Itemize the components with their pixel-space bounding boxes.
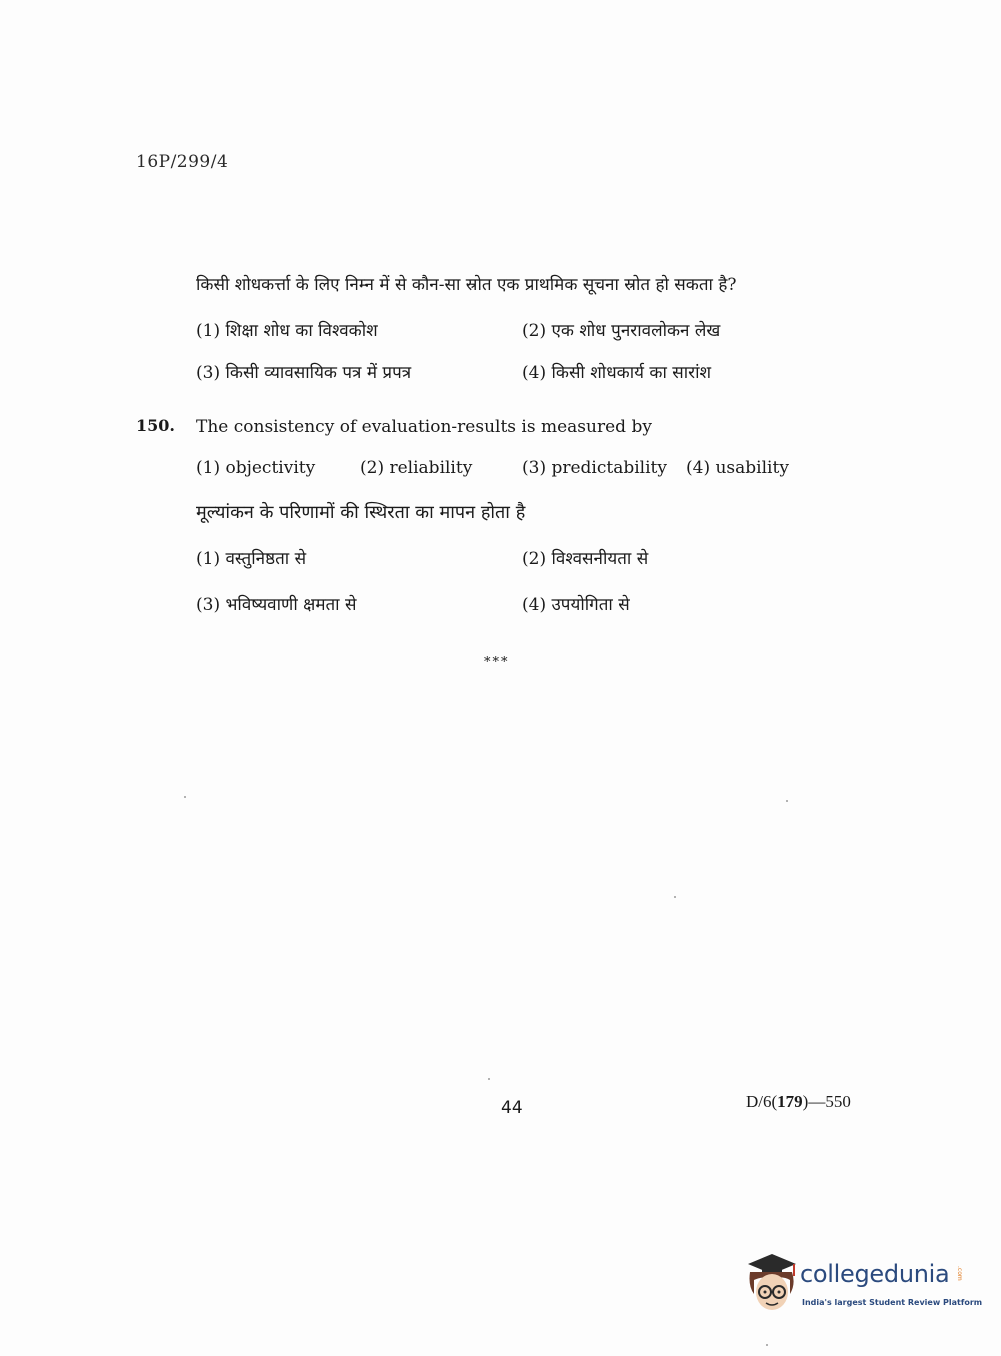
- q150-en-option-4: (4) usability: [686, 458, 789, 478]
- question-150-number: 150.: [136, 416, 175, 435]
- q150-en-option-3: (3) predictability: [522, 458, 667, 478]
- brand-tld: .com: [956, 1266, 963, 1281]
- scan-speck: [786, 800, 788, 802]
- q150-hi-option-4: (4) उपयोगिता से: [522, 595, 630, 615]
- page-number: 44: [501, 1098, 523, 1118]
- q150-hi-option-1: (1) वस्तुनिष्ठता से: [196, 549, 307, 569]
- scan-speck: [766, 1344, 768, 1346]
- q150-hi-option-3: (3) भविष्यवाणी क्षमता से: [196, 595, 357, 615]
- q150-hi-option-2: (2) विश्वसनीयता से: [522, 549, 649, 569]
- q150-en-option-2: (2) reliability: [360, 458, 473, 478]
- question-149-hindi: किसी शोधकर्त्ता के लिए निम्न में से कौन-सा स्रोत एक प्राथमिक सूचना स्रोत हो सकता है?: [196, 275, 737, 295]
- scan-speck: [674, 896, 676, 898]
- print-code-suffix: )—550: [802, 1092, 851, 1111]
- scan-speck: [488, 1078, 490, 1080]
- end-marker: ***: [484, 655, 510, 670]
- q149-option-4: (4) किसी शोधकार्य का सारांश: [522, 363, 712, 383]
- q150-en-option-1: (1) objectivity: [196, 458, 316, 478]
- brand-tagline: India's largest Student Review Platform: [802, 1298, 983, 1307]
- brand-name: collegedunia: [800, 1260, 950, 1288]
- q149-option-1: (1) शिक्षा शोध का विश्वकोश: [196, 321, 378, 341]
- question-150-english: The consistency of evaluation-results is measured by: [196, 417, 652, 437]
- collegedunia-watermark: [742, 1250, 983, 1320]
- scan-speck: [184, 796, 186, 798]
- booklet-code: 16P/299/4: [136, 152, 229, 172]
- question-150-hindi: मूल्यांकन के परिणामों की स्थिरता का मापन होता है: [196, 502, 526, 523]
- q149-option-3: (3) किसी व्यावसायिक पत्र में प्रपत्र: [196, 363, 412, 383]
- mascot-icon: [742, 1250, 798, 1316]
- print-code: [746, 1092, 851, 1112]
- q149-option-2: (2) एक शोध पुनरावलोकन लेख: [522, 321, 721, 341]
- print-code-prefix: D/6(: [746, 1092, 778, 1111]
- print-code-bold: 179: [777, 1092, 803, 1111]
